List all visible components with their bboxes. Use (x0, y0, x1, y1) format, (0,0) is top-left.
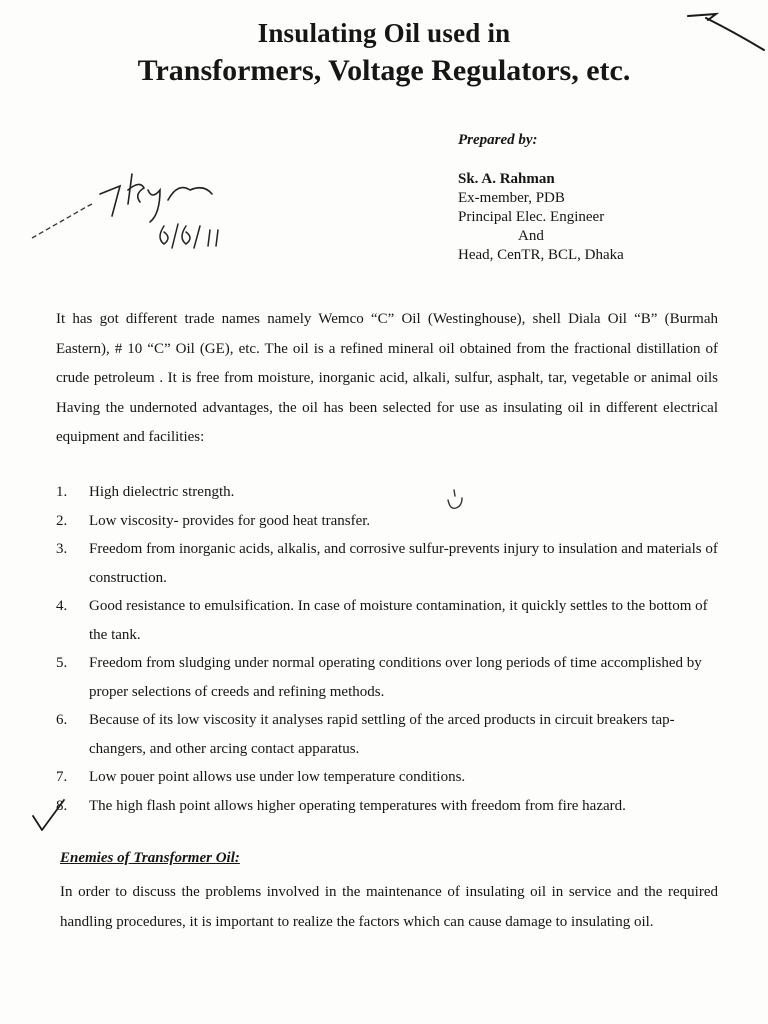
list-item (56, 478, 718, 507)
list-item-text: Low pouer point allows use under low temperature conditions. (89, 769, 466, 785)
advantages-list (56, 478, 718, 820)
author-block (458, 170, 624, 265)
list-item-number: 4. (56, 598, 68, 614)
list-item (56, 507, 718, 536)
list-item-text: Freedom from inorganic acids, alkalis, and corrosive sulfur-prevents injury to insulation and materials of construction. (89, 541, 718, 586)
list-item-text: The high flash point allows higher operating temperatures with freedom from fire hazard. (89, 797, 626, 814)
author-title-1: Ex-member, PDB (458, 190, 565, 206)
list-item-text: Freedom from sludging under normal operating conditions over long periods of time accomplished by proper selections of creeds and refining methods. (89, 655, 702, 700)
list-item-number: 8. (56, 797, 68, 814)
prepared-by-label: Prepared by: (458, 132, 538, 148)
list-item-text: Good resistance to emulsification. In case of moisture contamination, it quickly settles to the bottom of the tank. (89, 598, 708, 643)
handwritten-signature (28, 160, 258, 260)
section-heading: Enemies of Transformer Oil: (60, 850, 240, 866)
list-item (56, 649, 718, 706)
author-and: And (518, 228, 544, 244)
list-item (56, 592, 718, 649)
intro-paragraph: It has got different trade names namely Wemco “C” Oil (Westinghouse), shell Diala Oil “B” (Burmah Eastern), # 10 “C” Oil (GE), etc. The oil is a refined mineral oil obtained from the fractional distillation of crude petroleum . It is free from moisture, inorganic acid, alkali, sulfur, asphalt, tar, vegetable or animal oils Having the undernoted advantages, the oil has been selected for use as insulating oil in different electrical equipment and facilities: (56, 311, 718, 445)
list-item-number: 2. (56, 512, 68, 529)
list-item-text: Low viscosity- provides for good heat transfer. (89, 512, 371, 529)
checkmark-icon (30, 798, 68, 834)
list-item (56, 535, 718, 592)
section-paragraph: In order to discuss the problems involved in the maintenance of insulating oil in service and the required handling procedures, it is important to realize the factors which can cause damage to insulating oil. (60, 884, 718, 930)
list-item-number: 7. (56, 769, 68, 785)
list-item-number: 1. (56, 484, 68, 500)
list-item-number: 6. (56, 712, 68, 728)
list-item (56, 706, 718, 763)
author-name: Sk. A. Rahman (458, 171, 555, 187)
corner-pen-mark (686, 10, 766, 60)
list-item-text: Because of its low viscosity it analyses rapid settling of the arced products in circuit breakers tap-changers, and other arcing contact apparatus. (89, 712, 675, 757)
list-item-number: 3. (56, 541, 68, 557)
list-item (56, 763, 718, 792)
list-item-text: High dielectric strength. (89, 484, 235, 500)
list-item-number: 5. (56, 655, 68, 671)
document-title-line-2: Transformers, Voltage Regulators, etc. (137, 54, 631, 87)
list-item (56, 792, 718, 821)
document-title-line-1: Insulating Oil used in (257, 18, 511, 48)
author-title-3: Head, CenTR, BCL, Dhaka (458, 247, 624, 263)
author-title-2: Principal Elec. Engineer (458, 209, 605, 225)
